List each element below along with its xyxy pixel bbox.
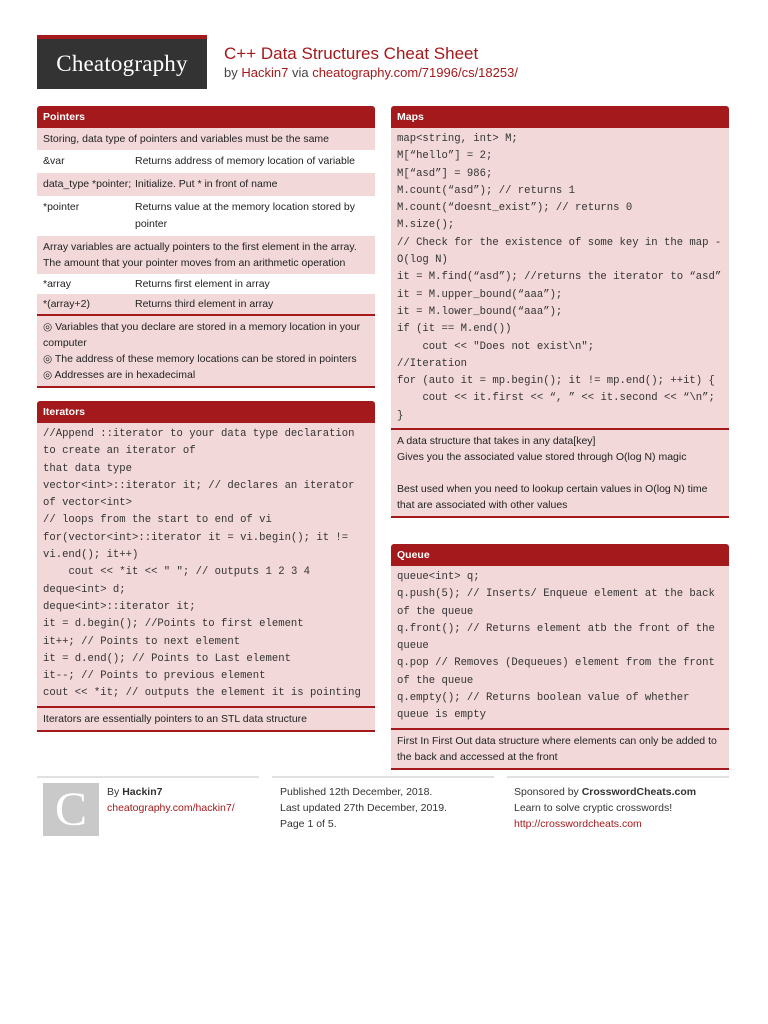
footer-sponsor-tagline: Learn to solve cryptic crosswords! xyxy=(514,802,673,814)
footer-author-link[interactable]: cheatography.com/hackin7/ xyxy=(107,802,235,814)
array-row-value: Returns first element in array xyxy=(135,278,270,290)
footer-updated: Last updated 27th December, 2019. xyxy=(280,802,447,814)
array-row-value: Returns third element in array xyxy=(135,298,274,310)
maps-section xyxy=(391,106,729,518)
pointers-intro: Storing, data type of pointers and variables must be the same xyxy=(37,128,375,150)
pointer-row xyxy=(37,150,375,173)
queue-header: Queue xyxy=(391,544,729,566)
maps-header: Maps xyxy=(391,106,729,128)
maps-code: map<string, int> M; M[“hello”] = 2; M[“asd”] = 986; M.count(“asd”); // returns 1 M.count(“doesnt_exist”); // returns 0 M.size(); // Check for the existence of some key in the map - O(log N) it = M.find(“asd”); //returns the iterator to “asd” it = M.upper_bound(“aaa”); it = M.lower_bound(“aaa”); if (it == M.end()) cout << "Does not exist\n"; //Iteration for (auto it = mp.begin(); it != mp.end(); ++it) { cout << it.first << “, ” << it.second << “\n”; } xyxy=(391,128,729,428)
pointers-bullet: ◎ The address of these memory locations can be stored in pointers xyxy=(43,353,357,365)
footer-author xyxy=(107,784,235,816)
queue-section xyxy=(391,544,729,770)
footer-divider xyxy=(272,776,494,778)
page-title: C++ Data Structures Cheat Sheet xyxy=(224,44,479,63)
iterators-header: Iterators xyxy=(37,401,375,423)
pointers-section xyxy=(37,106,375,388)
pointer-row-value: Returns value at the memory location stored by pointer xyxy=(135,201,356,230)
pointer-row xyxy=(37,173,375,196)
page-subtitle xyxy=(224,65,518,80)
footer-by: By xyxy=(107,786,120,798)
pointer-row-key: *pointer xyxy=(43,201,80,213)
pointer-row-key: &var xyxy=(43,155,65,167)
author-link[interactable]: Hackin7 xyxy=(241,65,289,80)
sheet-url-link[interactable]: cheatography.com/71996/cs/18253/ xyxy=(312,65,518,80)
maps-note: Gives you the associated value stored through O(log N) magic xyxy=(397,451,687,464)
maps-note: A data structure that takes in any data[key] xyxy=(397,435,596,448)
by-text: by xyxy=(224,65,238,80)
cheatography-logo[interactable]: Cheatography xyxy=(37,35,207,89)
pointers-header: Pointers xyxy=(37,106,375,128)
array-row xyxy=(37,274,375,294)
iterators-code: //Append ::iterator to your data type declaration to create an iterator of that data type vector<int>::iterator it; // declares an iterator of vector<int> // loops from the start to end of vi for(vector<int>::iterator it = vi.begin(); it != vi.end(); it++) cout << *it << " "; // outputs 1 2 3 4 deque<int> d; deque<int>::iterator it; it = d.begin(); //Points to first element it++; // Points to next element it = d.end(); // Points to Last element it--; // Points to previous element cout << *it; // outputs the element it is pointing xyxy=(37,423,375,706)
queue-note: First In First Out data structure where elements can only be added to the back and accessed at the front xyxy=(391,730,729,768)
maps-notes xyxy=(391,430,729,516)
footer-sponsor xyxy=(514,784,696,832)
pointers-notes xyxy=(37,316,375,386)
pointer-row-value: Initialize. Put * in front of name xyxy=(135,178,278,190)
queue-code: queue<int> q; q.push(5); // Inserts/ Enqueue element at the back of the queue q.front(); // Returns element atb the front of the queue q.pop // Removes (Dequeues) element from the front of the queue q.empty(); // Returns boolean value of whether queue is empty xyxy=(391,566,729,728)
footer-sponsor-name[interactable]: CrosswordCheats.com xyxy=(581,786,697,798)
footer-publish-info xyxy=(280,784,447,832)
footer-divider xyxy=(37,776,259,778)
via-text: via xyxy=(291,65,309,80)
array-row-key: *array xyxy=(43,278,72,290)
array-row xyxy=(37,294,375,314)
maps-note: Best used when you need to lookup certain values in O(log N) time that are associated with other values xyxy=(397,483,708,512)
footer-divider xyxy=(507,776,729,778)
footer-author-name[interactable]: Hackin7 xyxy=(122,786,163,798)
pointer-row-value: Returns address of memory location of variable xyxy=(135,155,356,167)
iterators-section xyxy=(37,401,375,732)
array-note: Array variables are actually pointers to the first element in the array. The amount that your pointer moves from an arithmetic operation xyxy=(37,236,375,274)
footer-sponsored-by: Sponsored by xyxy=(514,786,579,798)
author-avatar[interactable]: C xyxy=(43,783,99,836)
pointers-bullet: ◎ Variables that you declare are stored in a memory location in your computer xyxy=(43,321,361,349)
footer-sponsor-link[interactable]: http://crosswordcheats.com xyxy=(514,818,642,830)
iterators-note: Iterators are essentially pointers to an STL data structure xyxy=(37,708,375,730)
footer-page: Page 1 of 5. xyxy=(280,818,337,830)
pointers-bullet: ◎ Addresses are in hexadecimal xyxy=(43,369,196,381)
pointer-row-key: data_type *pointer; xyxy=(43,178,132,190)
pointer-row xyxy=(37,196,375,236)
footer-published: Published 12th December, 2018. xyxy=(280,786,433,798)
array-row-key: *(array+2) xyxy=(43,298,90,310)
